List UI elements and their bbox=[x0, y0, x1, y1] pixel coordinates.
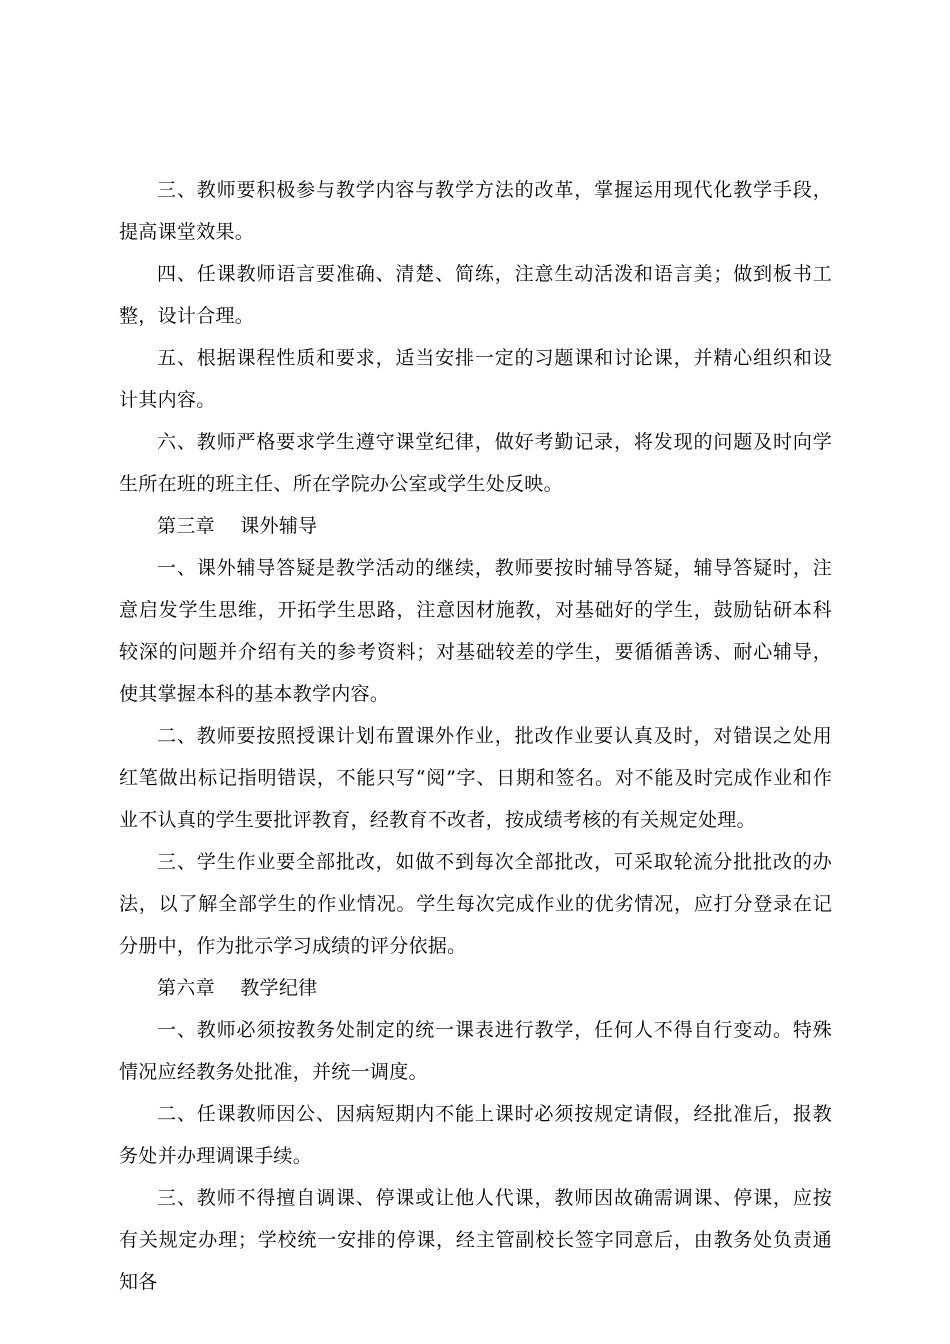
paragraph-schedule: 一、教师必须按教务处制定的统一课表进行教学，任何人不得自行变动。特殊情况应经教务处批准，并统一调度。 bbox=[119, 1019, 832, 1083]
chapter-heading-tutoring: 第三章 课外辅导 bbox=[157, 515, 318, 537]
chapter-heading-discipline: 第六章 教学纪律 bbox=[157, 977, 318, 999]
paragraph-homework-grading: 二、教师要按照授课计划布置课外作业，批改作业要认真及时，对错误之处用红笔做出标记指明错误，不能只写“阅”字、日期和签名。对不能及时完成作业和作业不认真的学生要批评教育，经教育不改者，按成绩考核的有关规定处理。 bbox=[119, 725, 832, 831]
paragraph-teaching-reform: 三、教师要积极参与教学内容与教学方法的改革，掌握运用现代化教学手段，提高课堂效果。 bbox=[119, 179, 832, 243]
paragraph-class-suspension: 三、教师不得擅自调课、停课或让他人代课，教师因故确需调课、停课，应按有关规定办理；学校统一安排的停课，经主管副校长签字同意后，由教务处负责通知各 bbox=[119, 1187, 832, 1293]
paragraph-homework-rotation: 三、学生作业要全部批改，如做不到每次全部批改，可采取轮流分批批改的办法，以了解全部学生的作业情况。学生每次完成作业的优劣情况，应打分登录在记分册中，作为批示学习成绩的评分依据。 bbox=[119, 851, 832, 957]
paragraph-exercise-class: 五、根据课程性质和要求，适当安排一定的习题课和讨论课，并精心组织和设计其内容。 bbox=[119, 347, 832, 411]
paragraph-tutoring: 一、课外辅导答疑是教学活动的继续，教师要按时辅导答疑，辅导答疑时，注意启发学生思维，开拓学生思路，注意因材施教，对基础好的学生，鼓励钻研本科较深的问题并介绍有关的参考资料；对基础较差的学生，要循循善诱、耐心辅导，使其掌握本科的基本教学内容。 bbox=[119, 557, 832, 705]
paragraph-classroom-discipline: 六、教师严格要求学生遵守课堂纪律，做好考勤记录，将发现的问题及时向学生所在班的班主任、所在学院办公室或学生处反映。 bbox=[119, 431, 832, 495]
paragraph-teacher-language: 四、任课教师语言要准确、清楚、简练，注意生动活泼和语言美；做到板书工整，设计合理。 bbox=[119, 263, 832, 327]
paragraph-leave: 二、任课教师因公、因病短期内不能上课时必须按规定请假，经批准后，报教务处并办理调课手续。 bbox=[119, 1103, 832, 1167]
document-page bbox=[119, 169, 832, 1303]
